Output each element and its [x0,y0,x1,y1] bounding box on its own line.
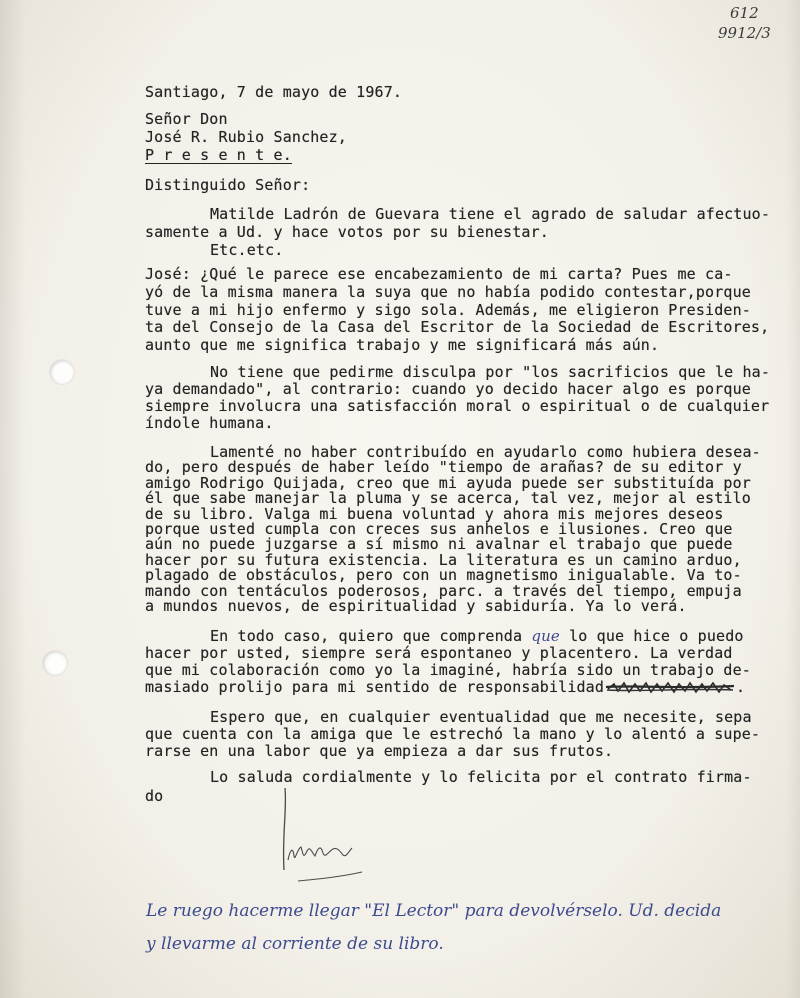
paragraph-1 [145,205,770,259]
paragraph-line: que cuenta con la amiga que le estrechó la mano y lo alentó a supe- [145,725,761,743]
letter-date [145,83,402,101]
paragraph-line: él que sabe manejar la pluma y se acerca, tal vez, mejor al estilo [145,489,751,508]
paragraph-line [145,628,751,645]
typed-text: masiado prolijo para mi sentido de responsabilidad [145,678,605,696]
paragraph-line: índole humana. [145,414,274,432]
paragraph-line: ta del Consejo de la Casa del Escritor de la Sociedad de Escritores, [145,318,770,337]
paragraph-line: Espero que, en cualquier eventualidad que me necesite, sepa [210,708,752,726]
typed-text: . [736,678,746,696]
typed-text: lo que hice o puedo [569,627,744,645]
paragraph-line: que mi colaboración como yo la imaginé, habría sido un trabajo de- [145,661,751,679]
closing-line: do [145,787,164,805]
addressee-block [145,110,347,164]
addressee-presente: P r e s e n t e. [145,146,292,164]
archive-folio-number: 612 [730,4,759,22]
paragraph-line: hacer por su futura existencia. La literatura es un camino arduo, [145,550,742,569]
paragraph-5 [145,628,751,696]
paragraph-line: Etc.etc. [210,241,284,259]
salutation-line: Distinguido Señor: [145,176,311,194]
paragraph-line: Matilde Ladrón de Guevara tiene el agrado de saludar afectuo- [210,205,771,223]
paragraph-line: de su libro. Valga mi buena voluntad y ahora mis mejores deseos [145,504,724,523]
paragraph-line: do, pero después de haber leído "tiempo de arañas? de su editor y [145,458,742,477]
paragraph-line: a mundos nuevos, de espiritualidad y sabiduría. Ya lo verá. [145,596,687,615]
paragraph-2 [145,266,769,355]
paragraph-6 [145,709,760,760]
paragraph-line: hacer por usted, siempre será espontaneo y placentero. La verdad [145,644,733,662]
paragraph-line: rarse en una labor que ya empieza a dar sus frutos. [145,742,614,760]
paragraph-line: José: ¿Qué le parece ese encabezamiento de mi carta? Pues me ca- [145,265,733,283]
handwritten-note-line: Le ruego hacerme llegar "El Lector" para devolvérselo. Ud. decida [146,901,722,921]
handwritten-note-line: y llevarme al corriente de su libro. [146,934,444,954]
paragraph-3 [145,364,770,432]
paragraph-line: samente a Ud. y hace votos por su bienestar. [145,223,549,241]
closing-line: Lo saluda cordialmente y lo felicita por el contrato firma- [210,768,752,786]
typed-text: En todo caso, quiero que comprenda [210,627,523,645]
paragraph-line: porque usted cumpla con creces sus anhelos e ilusiones. Creo que [145,519,733,538]
paragraph-line: yó de la misma manera la suya que no había podido contestar,porque [145,282,751,301]
paragraph-4 [145,445,761,614]
paragraph-line: No tiene que pedirme disculpa por "los sacrificios que le ha- [210,363,771,381]
handwritten-signature [250,780,390,900]
paragraph-line: siempre involucra una satisfacción moral o espiritual o de cualquier [145,397,770,415]
addressee-title: Señor Don [145,110,228,128]
punch-hole-upper [50,360,74,384]
paragraph-line: mando con tentáculos poderosos, parc. a través del tiempo, empuja [145,581,742,600]
paragraph-line [145,679,751,696]
handwritten-correction: que [531,627,560,645]
paragraph-line: ya demandado", al contrario: cuando yo decido hacer algo es porque [145,380,751,398]
date-line: Santiago, 7 de mayo de 1967. [145,83,403,101]
paragraph-line: plagado de obstáculos, pero con un magnetismo inigualable. Va to- [145,566,742,585]
paragraph-line: aunto que me significa trabajo y me significará más aún. [145,336,660,355]
paragraph-line: aún no puede juzgarse a sí mismo ni avalnar el trabajo que puede [145,535,733,554]
archive-catalog-number: 9912/3 [718,24,771,42]
struck-out-text [604,680,736,695]
closing [145,768,752,806]
punch-hole-lower [43,651,67,675]
addressee-name: José R. Rubio Sanchez, [145,128,347,146]
paragraph-line: amigo Rodrigo Quijada, creo que mi ayuda puede ser substituída por [145,473,751,492]
paragraph-line: Lamenté no haber contribuído en ayudarlo como hubiera desea- [210,443,761,461]
paragraph-line: tuve a mi hijo enfermo y sigo sola. Además, me eligieron Presiden- [145,300,751,319]
salutation [145,176,310,194]
